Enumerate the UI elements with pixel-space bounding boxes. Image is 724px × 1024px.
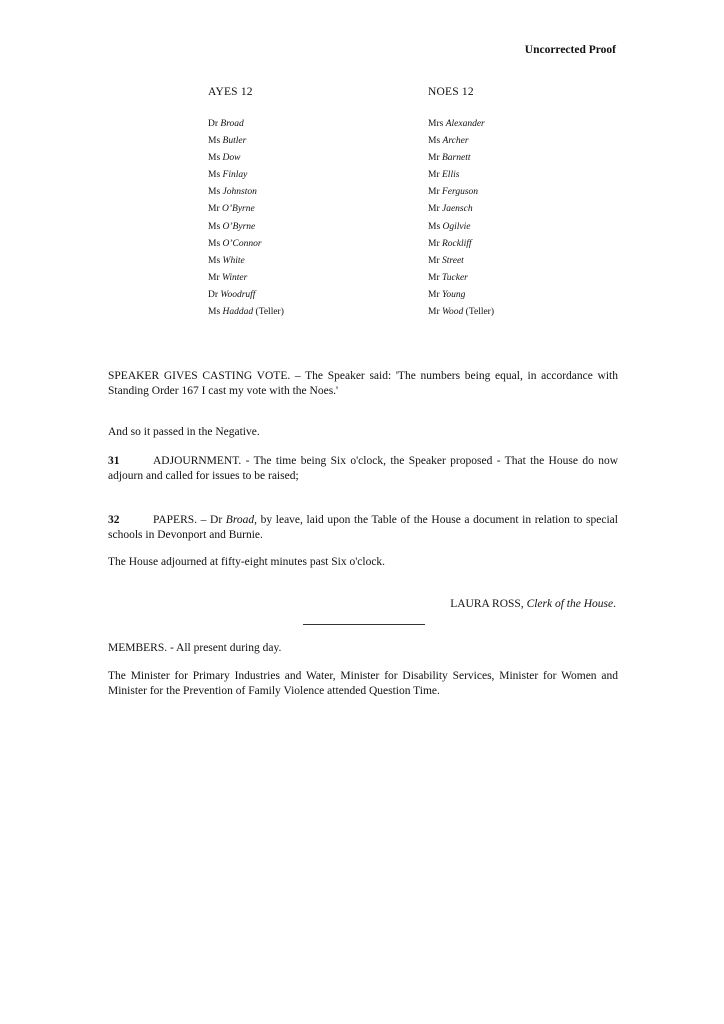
- member-title: Ms: [208, 221, 221, 232]
- member-name: O’Byrne: [222, 221, 256, 232]
- ayes-list: [208, 116, 284, 321]
- member-title: Mr: [428, 238, 440, 249]
- members-paragraph: MEMBERS. - All present during day.: [108, 642, 282, 654]
- item-31-number: 31: [108, 455, 120, 467]
- item-31-paragraph: [108, 454, 618, 484]
- member-row: [428, 184, 494, 201]
- item-32-after: , by leave, laid upon the Table of the House a document in relation to special schools in Devonport and Burnie.: [108, 514, 618, 541]
- item-32-before: PAPERS. – Dr: [153, 514, 226, 526]
- member-row: [208, 287, 284, 304]
- member-name: Ellis: [442, 170, 460, 181]
- member-name: O’Byrne: [222, 204, 255, 215]
- member-row: [208, 236, 284, 253]
- member-name: Rockliff: [442, 238, 472, 249]
- member-row: [208, 116, 284, 133]
- member-name: Winter: [222, 272, 248, 283]
- member-suffix: (Teller): [255, 307, 284, 318]
- item-31-text: ADJOURNMENT. - The time being Six o'clock, the Speaker proposed - That the House do now adjourn and called for issues to be raised;: [108, 455, 618, 482]
- member-row: [428, 304, 494, 321]
- item-32-paragraph: [108, 513, 618, 543]
- member-name: Butler: [222, 136, 247, 147]
- clerk-name: LAURA ROSS,: [450, 598, 527, 610]
- member-row: [428, 133, 494, 150]
- divider-rule: [303, 624, 425, 625]
- member-title: Ms: [208, 307, 221, 318]
- member-title: Ms: [428, 221, 441, 232]
- member-row: [208, 219, 284, 236]
- member-title: Mr: [428, 307, 440, 318]
- member-row: [428, 253, 494, 270]
- member-row: [208, 167, 284, 184]
- member-row: [428, 287, 494, 304]
- member-name: Ferguson: [442, 187, 479, 198]
- member-title: Ms: [208, 238, 221, 249]
- ayes-heading: AYES 12: [208, 86, 253, 98]
- member-suffix: (Teller): [465, 307, 495, 318]
- member-row: [428, 150, 494, 167]
- member-row: [208, 133, 284, 150]
- member-row: [428, 201, 494, 218]
- member-name: Archer: [442, 136, 469, 147]
- member-name: Wood: [442, 307, 464, 318]
- member-title: Ms: [428, 136, 441, 147]
- member-title: Dr: [208, 119, 219, 129]
- member-name: Haddad: [222, 307, 254, 318]
- member-title: Mr: [208, 204, 220, 215]
- clerk-title: Clerk of the House: [526, 598, 614, 610]
- member-name: Finlay: [222, 170, 248, 181]
- member-row: [208, 201, 284, 218]
- ayes-column: [208, 86, 284, 321]
- member-title: Ms: [208, 187, 221, 198]
- member-title: Mr: [428, 153, 440, 164]
- member-row: [208, 184, 284, 201]
- member-title: Ms: [208, 170, 221, 181]
- member-title: Mr: [428, 204, 440, 215]
- member-row: [428, 116, 494, 133]
- clerk-signature: [450, 598, 616, 610]
- member-title: Mr: [208, 272, 220, 283]
- member-title: Mr: [428, 255, 440, 266]
- member-row: [208, 253, 284, 270]
- member-name: Ogilvie: [442, 221, 471, 232]
- member-row: [428, 219, 494, 236]
- negative-paragraph: And so it passed in the Negative.: [108, 426, 260, 438]
- member-title: Mr: [428, 272, 440, 283]
- member-name: Tucker: [442, 272, 468, 283]
- member-name: Young: [442, 289, 466, 300]
- noes-list: [428, 116, 494, 321]
- casting-vote-paragraph: SPEAKER GIVES CASTING VOTE. – The Speaker said: 'The numbers being equal, in accordance with Standing Order 167 I cast my vote with the Noes.': [108, 370, 618, 397]
- adjourned-paragraph: The House adjourned at fifty-eight minutes past Six o'clock.: [108, 556, 386, 568]
- item-32-member: Broad: [225, 514, 255, 526]
- member-row: [208, 304, 284, 321]
- noes-heading: NOES 12: [428, 86, 474, 98]
- member-name: Street: [442, 255, 464, 266]
- member-title: Mr: [428, 289, 440, 300]
- member-title: Ms: [208, 153, 221, 164]
- proof-label: Uncorrected Proof: [524, 44, 616, 56]
- member-row: [208, 150, 284, 167]
- member-name: Barnett: [442, 153, 471, 164]
- member-row: [428, 236, 494, 253]
- member-name: Johnston: [222, 187, 257, 198]
- member-title: Ms: [208, 136, 221, 147]
- member-title: Mrs: [428, 119, 444, 129]
- member-name: O’Connor: [222, 238, 262, 249]
- clerk-end: .: [613, 598, 616, 610]
- member-row: [428, 167, 494, 184]
- member-name: Jaensch: [442, 204, 473, 215]
- member-title: Mr: [428, 187, 440, 198]
- member-name: Woodruff: [220, 289, 256, 300]
- member-title: Mr: [428, 170, 440, 181]
- noes-column: [428, 86, 494, 321]
- member-title: Ms: [208, 255, 221, 266]
- minister-paragraph: The Minister for Primary Industries and Water, Minister for Disability Services, Minister for Women and Minister for the Prevention of Family Violence attended Question Time.: [108, 670, 618, 697]
- member-name: Broad: [220, 119, 244, 129]
- member-row: [208, 270, 284, 287]
- member-row: [428, 270, 494, 287]
- item-32-number: 32: [108, 514, 120, 526]
- member-name: White: [222, 255, 245, 266]
- member-title: Dr: [208, 289, 219, 300]
- member-name: Alexander: [445, 119, 485, 129]
- member-name: Dow: [222, 153, 241, 164]
